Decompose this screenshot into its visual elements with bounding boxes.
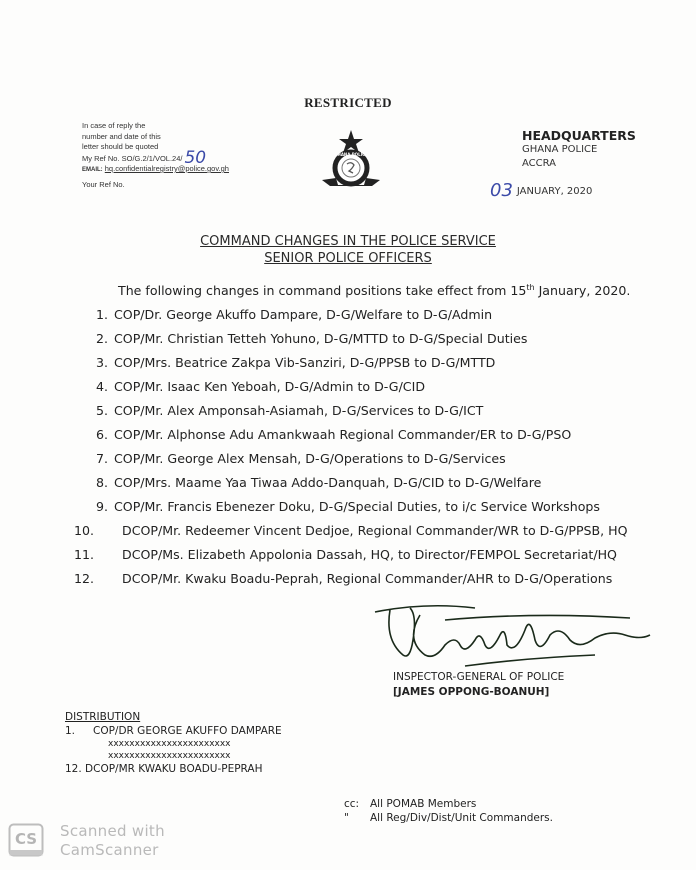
signatory-block: [393, 670, 564, 700]
your-ref-label: Your Ref No.: [82, 179, 125, 189]
item-text: COP/Mr. Alphonse Adu Amankwaah Regional Commander/ER to D-G/PSO: [114, 427, 572, 442]
crest-inner: [342, 159, 360, 177]
item-text: DCOP/Ms. Elizabeth Appolonia Dassah, HQ, to Director/FEMPOL Secretariat/HQ: [122, 547, 617, 562]
camscanner-badge-text: CS: [14, 830, 38, 848]
watermark-line-2: CamScanner: [60, 841, 159, 859]
distribution-row: [65, 724, 282, 738]
camscanner-watermark: [60, 822, 165, 860]
item-text: DCOP/Mr. Redeemer Vincent Dedjoe, Regional Commander/WR to D-G/PPSB, HQ: [122, 523, 628, 538]
heading-line-1: COMMAND CHANGES IN THE POLICE SERVICE: [200, 234, 496, 249]
date-day-handwritten: 03: [490, 180, 513, 201]
heading-line-2: SENIOR POLICE OFFICERS: [264, 251, 432, 266]
letter-date: [490, 180, 592, 201]
my-ref-handwritten-number: 50: [184, 147, 207, 168]
item-text: COP/Dr. George Akuffo Dampare, D-G/Welfare to D-G/Admin: [114, 307, 493, 322]
reply-note-line: number and date of this: [82, 131, 161, 141]
command-changes-list: [74, 303, 628, 591]
cc-block: [344, 797, 553, 825]
my-ref-value: SO/G.2/1/VOL.24/: [121, 153, 183, 163]
reply-reference-block: [82, 121, 229, 190]
reply-note-line: In case of reply the: [82, 121, 146, 130]
distribution-number: 1.: [65, 725, 76, 737]
command-change-item: [78, 471, 628, 495]
intro-text: The following changes in command positions take effect from 15: [118, 283, 527, 299]
item-number: 7.: [95, 451, 108, 466]
signatory-name: [JAMES OPPONG-BOANUH]: [393, 686, 550, 698]
signatory-title: INSPECTOR-GENERAL OF POLICE: [393, 671, 565, 683]
item-text: COP/Mr. Francis Ebenezer Doku, D-G/Special Duties, to i/c Service Workshops: [114, 499, 600, 514]
item-text: COP/Mrs. Maame Yaa Tiwaa Addo-Danquah, D-G/CID to D-G/Welfare: [114, 475, 542, 490]
my-ref-label: My Ref No.: [82, 153, 120, 163]
command-change-item: [78, 303, 628, 327]
ghana-police-crest-icon: [318, 128, 384, 194]
distribution-name: DCOP/MR KWAKU BOADU-PEPRAH: [85, 763, 263, 775]
email-label: EMAIL:: [82, 167, 103, 173]
command-change-item: [78, 423, 628, 447]
classification-label: RESTRICTED: [304, 95, 392, 110]
item-number: 4.: [95, 379, 108, 394]
address-line: ACCRA: [522, 158, 557, 169]
intro-text-end: January, 2020.: [534, 283, 631, 299]
intro-superscript: th: [526, 283, 535, 292]
date-month-year: JANUARY, 2020: [516, 186, 593, 197]
email-link[interactable]: hq.confidentialregistry@police.gov.gh: [104, 164, 229, 173]
item-text: COP/Mrs. Beatrice Zakpa Vib-Sanziri, D-G/PPSB to D-G/MTTD: [114, 355, 496, 370]
crest-text: GHANA POLICE: [334, 152, 368, 157]
item-text: COP/Mr. George Alex Mensah, D-G/Operations to D-G/Services: [114, 451, 506, 466]
item-number: 5.: [95, 403, 108, 418]
cc-label: cc:: [344, 798, 360, 810]
item-text: COP/Mr. Isaac Ken Yeboah, D-G/Admin to D-G/CID: [114, 379, 426, 394]
item-text: COP/Mr. Alex Amponsah-Asiamah, D-G/Services to D-G/ICT: [114, 403, 484, 418]
cc-recipient: All Reg/Div/Dist/Unit Commanders.: [370, 812, 553, 824]
distribution-name: COP/DR GEORGE AKUFFO DAMPARE: [93, 725, 282, 737]
distribution-block: [65, 710, 282, 776]
email-line: [82, 164, 229, 176]
command-change-item: [78, 399, 628, 423]
distribution-number: 12.: [65, 763, 82, 775]
address-block: [522, 128, 636, 171]
item-number: 8.: [95, 475, 108, 490]
distribution-row: [65, 762, 282, 776]
item-number: 10.: [74, 523, 95, 538]
command-change-item: [74, 567, 628, 591]
command-change-item: [78, 351, 628, 375]
item-text: COP/Mr. Christian Tetteh Yohuno, D-G/MTTD to D-G/Special Duties: [114, 331, 528, 346]
item-number: 6.: [95, 427, 108, 442]
command-change-item: [78, 447, 628, 471]
intro-paragraph: [118, 283, 630, 298]
distribution-redacted: xxxxxxxxxxxxxxxxxxxxxxx: [108, 739, 231, 749]
item-number: 11.: [74, 547, 95, 562]
document-heading: [0, 233, 696, 267]
command-change-item: [78, 327, 628, 351]
distribution-redacted: xxxxxxxxxxxxxxxxxxxxxxx: [108, 751, 231, 761]
cc-row: [344, 797, 553, 811]
address-line: GHANA POLICE: [522, 144, 598, 155]
distribution-heading: DISTRIBUTION: [65, 711, 141, 723]
reply-note-line: letter should be quoted: [82, 142, 159, 151]
camscanner-logo-icon: [8, 823, 44, 857]
watermark-line-1: Scanned with: [60, 822, 165, 840]
command-change-item: [78, 495, 628, 519]
address-title: HEADQUARTERS: [522, 128, 636, 143]
item-number: 3.: [95, 355, 108, 370]
item-number: 2.: [95, 331, 108, 346]
signature-image: [365, 600, 665, 675]
item-number: 12.: [74, 571, 95, 586]
cc-row: [344, 811, 553, 825]
cc-recipient: All POMAB Members: [370, 798, 477, 810]
cc-ditto: ": [344, 812, 349, 824]
item-number: 1.: [95, 307, 108, 322]
item-text: DCOP/Mr. Kwaku Boadu-Peprah, Regional Commander/AHR to D-G/Operations: [122, 571, 613, 586]
item-number: 9.: [95, 499, 108, 514]
command-change-item: [74, 543, 628, 567]
command-change-item: [78, 375, 628, 399]
my-ref-line: [82, 147, 229, 168]
command-change-item: [74, 519, 628, 543]
